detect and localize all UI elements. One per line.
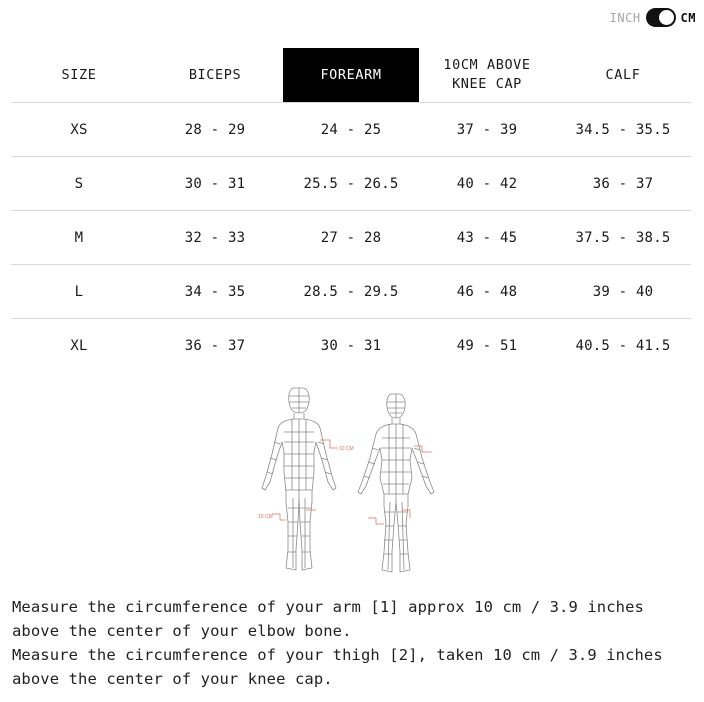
- cell-forearm: 28.5 - 29.5: [283, 265, 419, 319]
- cell-biceps: 32 - 33: [147, 211, 283, 265]
- header-knee: [419, 48, 555, 103]
- measurement-markers: [272, 440, 432, 524]
- header-biceps: BICEPS: [147, 48, 283, 103]
- cell-forearm: 27 - 28: [283, 211, 419, 265]
- cell-knee: 43 - 45: [419, 211, 555, 265]
- female-figure: [358, 394, 434, 572]
- header-forearm: FOREARM: [283, 48, 419, 103]
- header-knee-line1: 10CM ABOVE: [443, 57, 531, 73]
- cell-size: L: [11, 265, 147, 319]
- leg-measure-label: 10 CM: [258, 514, 273, 520]
- measurement-illustration: [250, 382, 450, 578]
- male-figure: [262, 388, 336, 570]
- cell-calf: 40.5 - 41.5: [575, 337, 671, 354]
- cell-knee: 37 - 39: [419, 103, 555, 157]
- unit-toggle[interactable]: [610, 8, 696, 27]
- cell-size: M: [11, 211, 147, 265]
- cell-forearm: 30 - 31: [320, 337, 382, 354]
- table-row: [11, 103, 691, 157]
- unit-inch-label[interactable]: INCH: [609, 10, 641, 25]
- unit-cm-label[interactable]: CM: [680, 10, 696, 25]
- cell-calf: 37.5 - 38.5: [555, 211, 691, 265]
- cell-biceps: 36 - 37: [184, 337, 246, 354]
- note-thigh: Measure the circumference of your thigh [2], taken 10 cm / 3.9 inches above the center of your knee cap.: [12, 646, 663, 688]
- switch-knob: [659, 10, 674, 25]
- cell-size: S: [11, 157, 147, 211]
- cell-biceps: 28 - 29: [147, 103, 283, 157]
- body-figures-svg: [250, 382, 450, 578]
- measurement-notes: [12, 595, 696, 691]
- cell-calf: 39 - 40: [555, 265, 691, 319]
- cell-biceps: 30 - 31: [147, 157, 283, 211]
- cell-knee: 49 - 51: [456, 337, 518, 354]
- table-header-row: [11, 48, 691, 103]
- header-knee-line2: KNEE CAP: [452, 76, 522, 92]
- cell-calf: 36 - 37: [555, 157, 691, 211]
- cell-forearm: 25.5 - 26.5: [283, 157, 419, 211]
- unit-switch[interactable]: [646, 8, 676, 27]
- table-row: [11, 211, 691, 265]
- arm-measure-label: 10 CM: [339, 446, 354, 452]
- cell-size: XL: [70, 337, 88, 354]
- cell-knee: 46 - 48: [419, 265, 555, 319]
- size-table: [11, 48, 691, 372]
- header-calf: CALF: [555, 48, 691, 103]
- table-row: [11, 157, 691, 211]
- cell-forearm: 24 - 25: [283, 103, 419, 157]
- cell-calf: 34.5 - 35.5: [555, 103, 691, 157]
- cell-knee: 40 - 42: [419, 157, 555, 211]
- cell-biceps: 34 - 35: [147, 265, 283, 319]
- note-arm: Measure the circumference of your arm [1] approx 10 cm / 3.9 inches above the center of your elbow bone.: [12, 598, 644, 640]
- table-row: [11, 265, 691, 319]
- cell-size: XS: [11, 103, 147, 157]
- table-row: [11, 319, 691, 373]
- header-size: SIZE: [11, 48, 147, 103]
